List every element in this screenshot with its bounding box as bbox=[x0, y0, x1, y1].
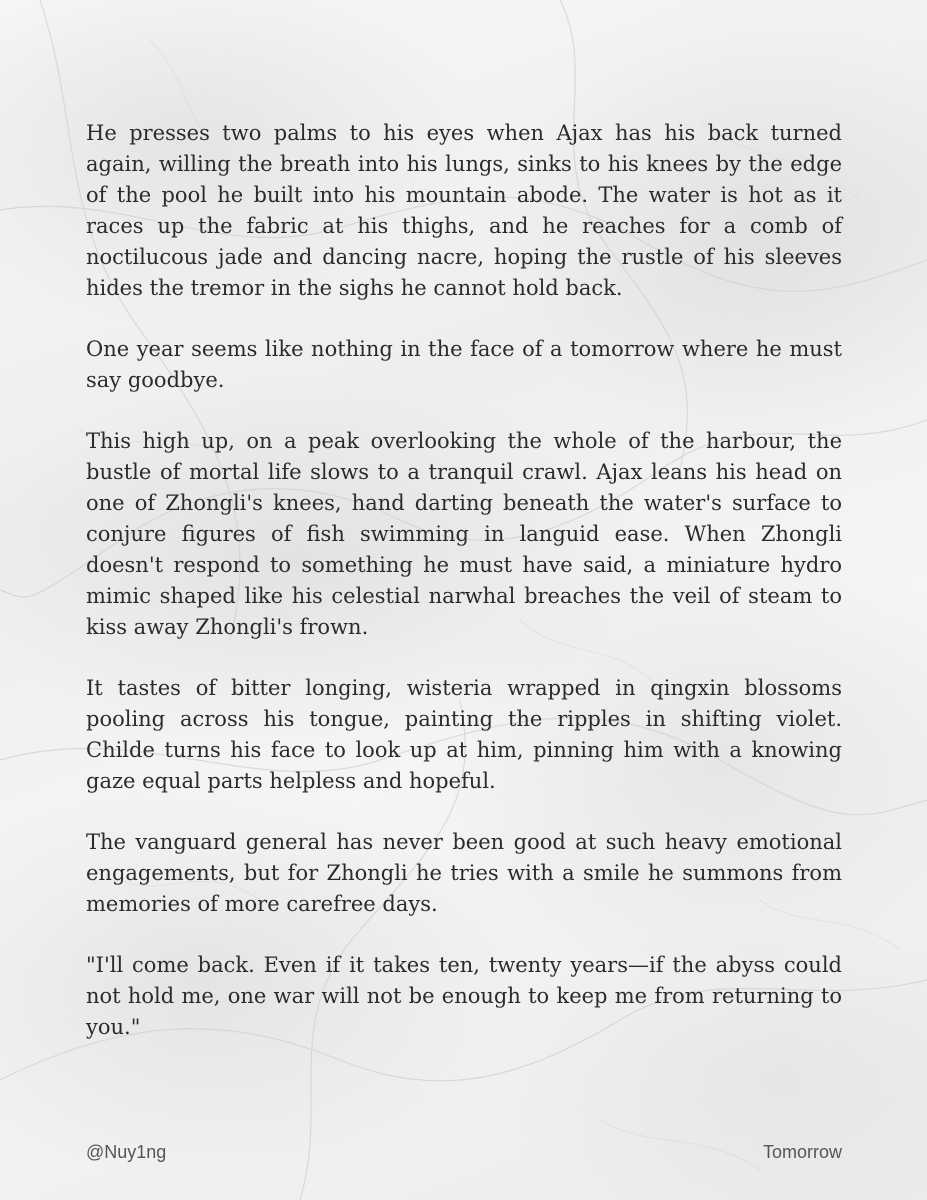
story-title: Tomorrow bbox=[762, 1142, 842, 1162]
story-text bbox=[86, 118, 842, 1073]
paragraph-5: The vanguard general has never been good at such heavy emotional engagements, but for Zhongli he tries with a smile he summons from memories of more carefree days. bbox=[86, 830, 842, 916]
author-handle: @Nuy1ng bbox=[86, 1142, 167, 1162]
paragraph-3: This high up, on a peak overlooking the whole of the harbour, the bustle of mortal life slows to a tranquil crawl. Ajax leans his head on one of Zhongli's knees, hand darting beneath the water's surface to conjure figures of fish swimming in languid ease. When Zhongli doesn't respond to something he must have said, a miniature hydro mimic shaped like his celestial narwhal breaches the veil of steam to kiss away Zhongli's frown. bbox=[86, 429, 842, 639]
paragraph-2: One year seems like nothing in the face of a tomorrow where he must say goodbye. bbox=[86, 337, 842, 392]
paragraph-6: "I'll come back. Even if it takes ten, twenty years—if the abyss could not hold me, one war will not be enough to keep me from returning to you." bbox=[86, 953, 842, 1039]
paragraph-1: He presses two palms to his eyes when Ajax has his back turned again, willing the breath into his lungs, sinks to his knees by the edge of the pool he built into his mountain abode. The water is hot as it races up the fabric at his thighs, and he reaches for a comb of noctilucous jade and dancing nacre, hoping the rustle of his sleeves hides the tremor in the sighs he cannot hold back. bbox=[86, 121, 842, 300]
paragraph-4: It tastes of bitter longing, wisteria wrapped in qingxin blossoms pooling across his tongue, painting the ripples in shifting violet. Childe turns his face to look up at him, pinning him with a knowing gaze equal parts helpless and hopeful. bbox=[86, 676, 842, 793]
